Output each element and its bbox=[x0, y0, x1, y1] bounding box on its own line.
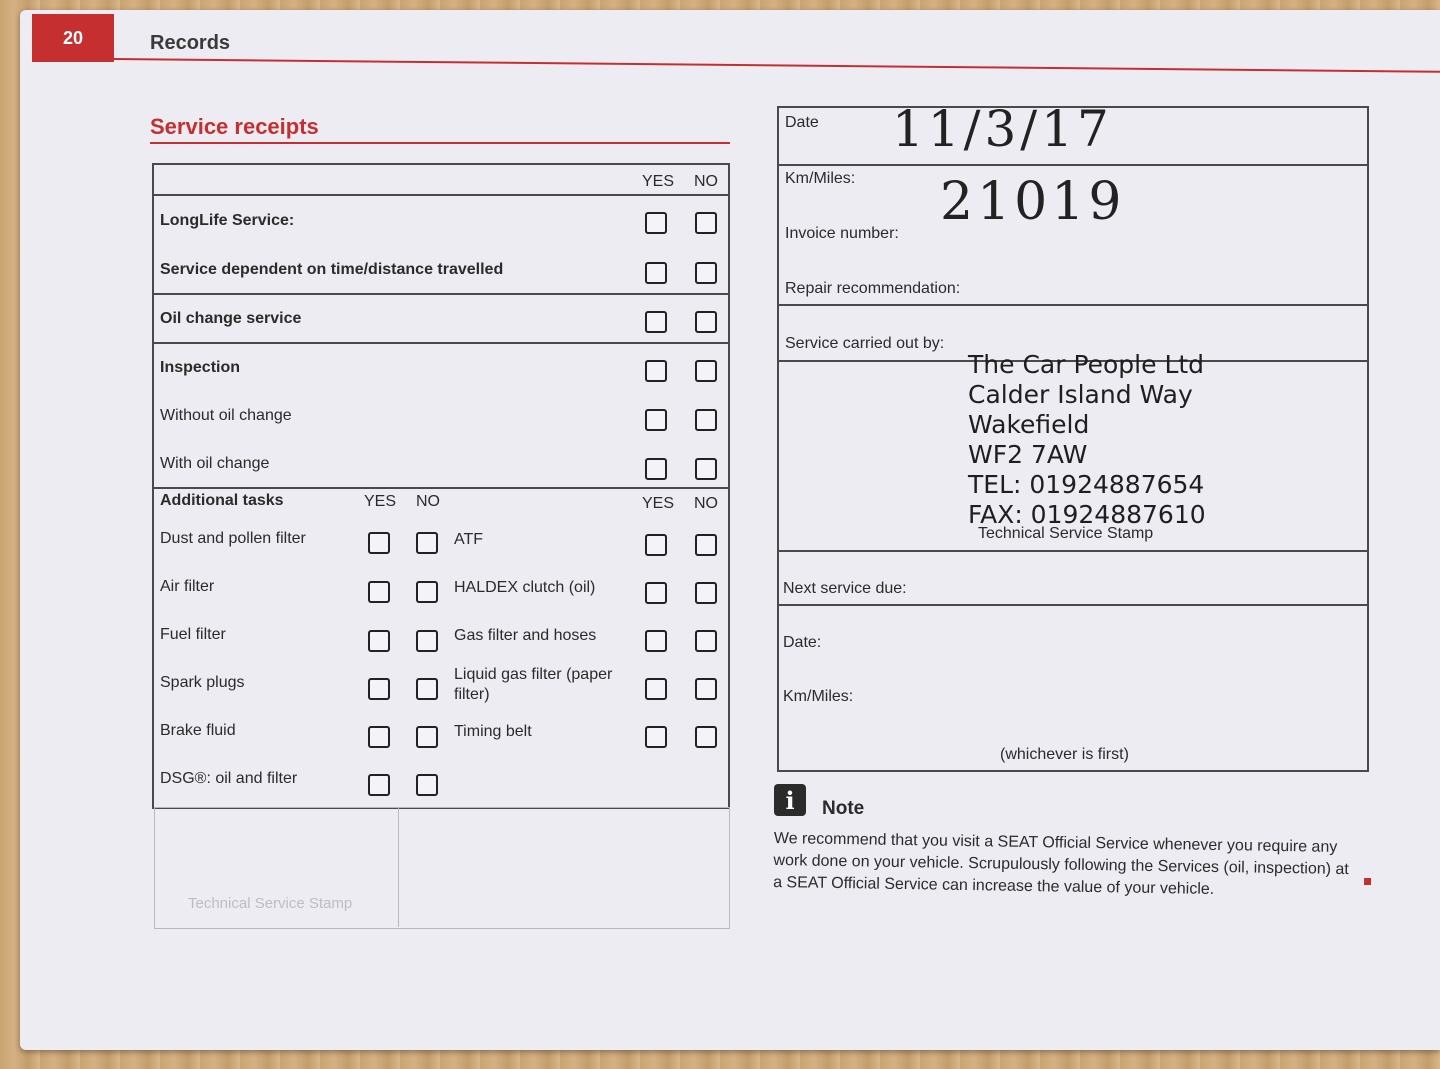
yes-header: YES bbox=[642, 173, 675, 190]
with-oil-no-checkbox[interactable] bbox=[695, 458, 717, 480]
divider bbox=[779, 550, 1367, 552]
divider bbox=[779, 304, 1367, 306]
yes-header: YES bbox=[364, 493, 397, 510]
next-date-label: Date: bbox=[783, 634, 822, 651]
page-number: 20 bbox=[32, 14, 114, 62]
oil-change-service-no-checkbox[interactable] bbox=[695, 311, 717, 333]
with-oil-yes-checkbox[interactable] bbox=[645, 458, 667, 480]
haldex-yes-checkbox[interactable] bbox=[645, 582, 667, 604]
date-label: Date bbox=[785, 114, 819, 131]
next-km-label: Km/Miles: bbox=[783, 688, 854, 705]
fuel-filter-yes-checkbox[interactable] bbox=[368, 630, 390, 652]
brake-fluid-yes-checkbox[interactable] bbox=[368, 726, 390, 748]
liquid-gas-yes-checkbox[interactable] bbox=[645, 678, 667, 700]
stamp-line: TEL: 01924887654 bbox=[968, 470, 1205, 499]
no-header: NO bbox=[694, 173, 718, 190]
service-checklist bbox=[152, 163, 730, 809]
stamp-line: FAX: 01924887610 bbox=[968, 500, 1206, 529]
with-oil-label: With oil change bbox=[160, 455, 270, 472]
spark-plugs-no-checkbox[interactable] bbox=[416, 678, 438, 700]
task-gas-filter-hoses: Gas filter and hoses bbox=[454, 627, 597, 644]
fuel-filter-no-checkbox[interactable] bbox=[416, 630, 438, 652]
dsg-yes-checkbox[interactable] bbox=[368, 774, 390, 796]
time-distance-yes-checkbox[interactable] bbox=[645, 262, 667, 284]
task-brake-fluid: Brake fluid bbox=[160, 722, 236, 739]
stamp-divider bbox=[398, 807, 399, 927]
ghost-stamp-text: Technical Service Stamp bbox=[188, 895, 353, 912]
gas-filter-yes-checkbox[interactable] bbox=[645, 630, 667, 652]
haldex-no-checkbox[interactable] bbox=[695, 582, 717, 604]
timing-belt-yes-checkbox[interactable] bbox=[645, 726, 667, 748]
task-air-filter: Air filter bbox=[160, 578, 215, 595]
task-timing-belt: Timing belt bbox=[454, 723, 532, 740]
divider bbox=[154, 342, 728, 344]
inspection-yes-checkbox[interactable] bbox=[645, 360, 667, 382]
no-header: NO bbox=[416, 493, 440, 510]
task-dust-pollen-filter: Dust and pollen filter bbox=[160, 530, 306, 547]
logbook-page bbox=[20, 10, 1440, 1050]
oil-change-service-label: Oil change service bbox=[160, 310, 302, 327]
time-distance-label: Service dependent on time/distance travelled bbox=[160, 261, 504, 278]
task-liquid-gas-filter: Liquid gas filter (paper filter) bbox=[454, 666, 613, 703]
stamp-line: Wakefield bbox=[968, 410, 1090, 439]
air-filter-no-checkbox[interactable] bbox=[416, 581, 438, 603]
divider bbox=[154, 487, 728, 489]
stamp-line: The Car People Ltd bbox=[968, 350, 1205, 379]
time-distance-no-checkbox[interactable] bbox=[695, 262, 717, 284]
yes-header: YES bbox=[642, 495, 675, 512]
task-atf: ATF bbox=[454, 531, 484, 548]
dealer-stamp bbox=[968, 350, 1206, 530]
air-filter-yes-checkbox[interactable] bbox=[368, 581, 390, 603]
additional-tasks-label: Additional tasks bbox=[160, 492, 284, 509]
liquid-gas-no-checkbox[interactable] bbox=[695, 678, 717, 700]
oil-change-service-yes-checkbox[interactable] bbox=[645, 311, 667, 333]
atf-yes-checkbox[interactable] bbox=[645, 534, 667, 556]
next-service-label: Next service due: bbox=[783, 580, 907, 597]
note-title: Note bbox=[822, 798, 865, 819]
longlife-yes-checkbox[interactable] bbox=[645, 212, 667, 234]
stamp-label: Technical Service Stamp bbox=[978, 525, 1154, 542]
handwritten-date: 11/3/17 bbox=[892, 100, 1113, 158]
gas-filter-no-checkbox[interactable] bbox=[695, 630, 717, 652]
page-title: Service receipts bbox=[150, 114, 319, 139]
no-header: NO bbox=[694, 495, 718, 512]
header-rule bbox=[114, 58, 1440, 73]
section-title: Records bbox=[150, 32, 231, 54]
divider bbox=[154, 293, 728, 295]
title-rule bbox=[150, 142, 730, 144]
divider bbox=[154, 194, 728, 196]
longlife-label: LongLife Service: bbox=[160, 212, 295, 229]
spark-plugs-yes-checkbox[interactable] bbox=[368, 678, 390, 700]
stamp-line: Calder Island Way bbox=[968, 380, 1193, 409]
dust-pollen-no-checkbox[interactable] bbox=[416, 532, 438, 554]
without-oil-label: Without oil change bbox=[160, 407, 292, 424]
whichever-first: (whichever is first) bbox=[1000, 746, 1129, 763]
task-haldex-clutch: HALDEX clutch (oil) bbox=[454, 579, 596, 596]
inspection-no-checkbox[interactable] bbox=[695, 360, 717, 382]
end-marker-icon bbox=[1364, 878, 1371, 885]
dsg-no-checkbox[interactable] bbox=[416, 774, 438, 796]
handwritten-km: 21019 bbox=[940, 172, 1126, 232]
service-by-label: Service carried out by: bbox=[785, 335, 945, 352]
brake-fluid-no-checkbox[interactable] bbox=[416, 726, 438, 748]
dust-pollen-yes-checkbox[interactable] bbox=[368, 532, 390, 554]
divider bbox=[779, 604, 1367, 606]
invoice-label: Invoice number: bbox=[785, 225, 899, 242]
task-fuel-filter: Fuel filter bbox=[160, 626, 226, 643]
timing-belt-no-checkbox[interactable] bbox=[695, 726, 717, 748]
without-oil-no-checkbox[interactable] bbox=[695, 409, 717, 431]
stamp-line: WF2 7AW bbox=[968, 440, 1088, 469]
task-dsg-oil-filter: DSG®: oil and filter bbox=[160, 770, 298, 787]
longlife-no-checkbox[interactable] bbox=[695, 212, 717, 234]
atf-no-checkbox[interactable] bbox=[695, 534, 717, 556]
km-label: Km/Miles: bbox=[785, 170, 856, 187]
task-spark-plugs: Spark plugs bbox=[160, 674, 245, 691]
divider bbox=[779, 164, 1367, 166]
without-oil-yes-checkbox[interactable] bbox=[645, 409, 667, 431]
note-text: We recommend that you visit a SEAT Official Service whenever you require any work done on your vehicle. Scrupulously following the Services (oil, inspection) at a SEAT Official Service can increase the value of your vehicle. bbox=[773, 829, 1349, 898]
info-icon: i bbox=[774, 784, 806, 816]
inspection-label: Inspection bbox=[160, 359, 241, 376]
repair-label: Repair recommendation: bbox=[785, 280, 961, 297]
